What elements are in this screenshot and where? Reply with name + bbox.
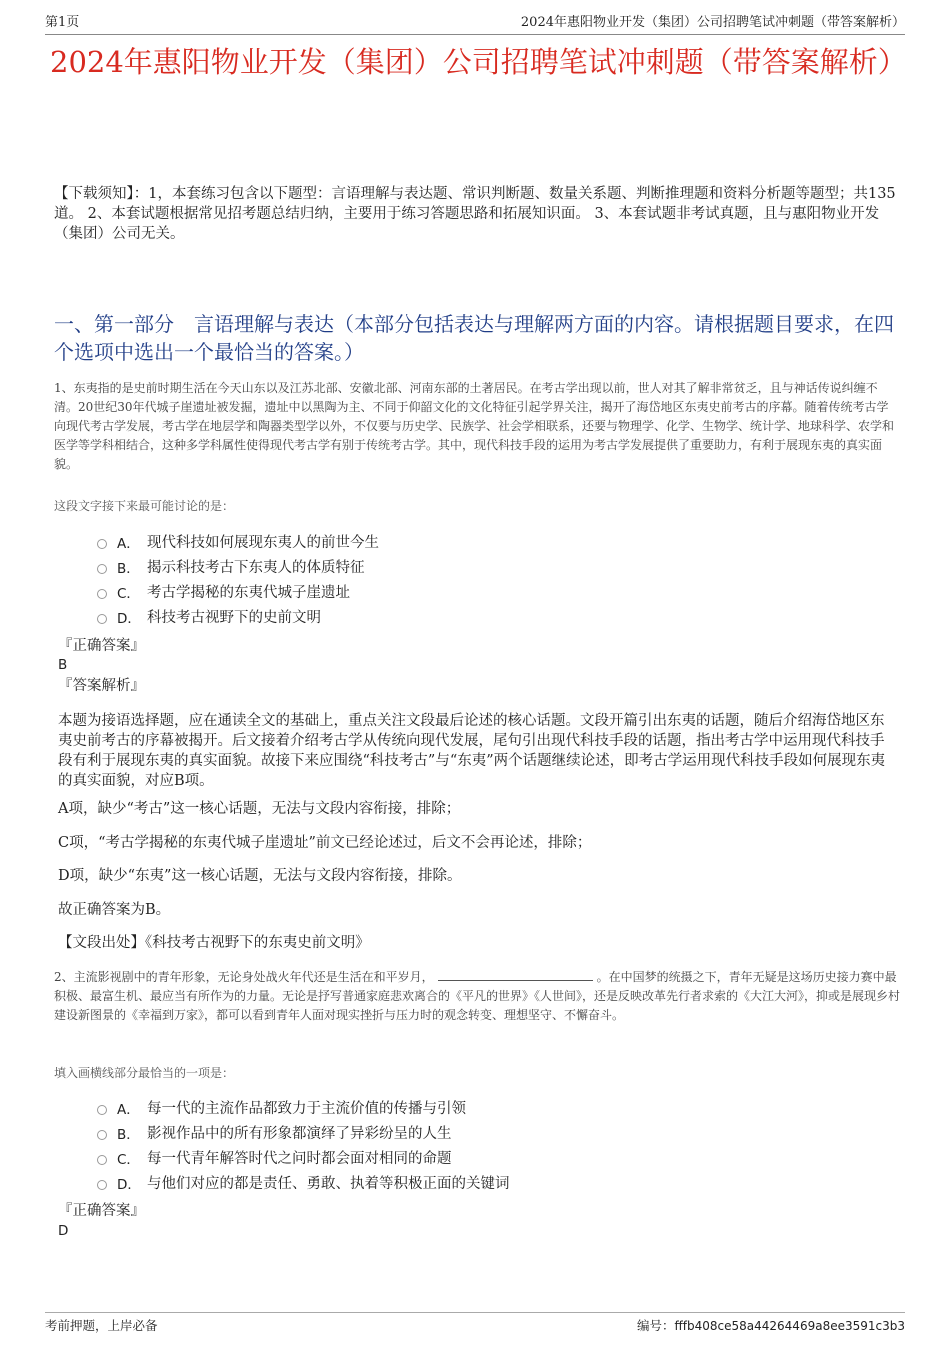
radio-icon[interactable] <box>97 1180 107 1190</box>
section-heading: 一、第一部分 言语理解与表达（本部分包括表达与理解两方面的内容。请根据题目要求，在四个选项中选出一个最恰当的答案。） <box>54 312 894 364</box>
q2-answer-label: 『正确答案』 <box>58 1203 145 1219</box>
radio-icon[interactable] <box>97 589 107 599</box>
question-1-prompt: 这段文字接下来最可能讨论的是： <box>54 499 235 513</box>
option-text: 与他们对应的都是责任、勇敢、执着等积极正面的关键词 <box>147 1176 510 1192</box>
radio-icon[interactable] <box>97 564 107 574</box>
header-doc-title: 2024年惠阳物业开发（集团）公司招聘笔试冲刺题（带答案解析） <box>520 15 905 30</box>
q1-analysis-label: 『答案解析』 <box>58 678 145 694</box>
question-2-prompt: 填入画横线部分最恰当的一项是： <box>54 1066 235 1080</box>
question-1-text: 1、东夷指的是史前时期生活在今天山东以及江苏北部、安徽北部、河南东部的土著居民。在考古学出现以前，世人对其了解非常贫乏，且与神话传说纠缠不清。20世纪30年代城子崖遗址被发掘，遗址中以黑陶为主、不同于仰韶文化的文化特征引起学界关注，揭开了海岱地区东夷史前考古的序幕。随着传统考古学向现代考古学发展，考古学在地层学和陶器类型学以外，不仅要与历史学、民族学、社会学相联系，还要与物理学、化学、生物学、统计学、地球科学、农学和医学等学科相结合，这种多学科属性使得现代考古学有别于传统考古学。其中，现代科技手段的运用为考古学发展提供了重要助力，有利于展现东夷的真实面貌。 <box>54 381 895 471</box>
q1-note-c: C项，“考古学揭秘的东夷代城子崖遗址”前文已经论述过，后文不会再论述，排除； <box>58 835 592 851</box>
q2-option-d[interactable] <box>97 1170 857 1195</box>
option-key: B． <box>117 560 140 577</box>
option-key: A． <box>117 535 140 552</box>
q2-text-after: 。在中国梦的统摄之下，青年无疑是这场历史接力赛中最积极、最富生机、最应当有所作为的力量。无论是抒写普通家庭悲欢离合的《平凡的世界》《人世间》，还是反映改革先行者求索的《大江大河》，抑或是展现乡村建设新图景的《幸福到万家》，都可以看到青年人面对现实挫折与压力时的观念转变、理想坚守、不懈奋斗。 <box>54 970 901 1022</box>
q1-option-c[interactable] <box>97 579 857 604</box>
q1-option-a[interactable] <box>97 529 857 554</box>
option-text: 现代科技如何展现东夷人的前世今生 <box>147 535 379 551</box>
radio-icon[interactable] <box>97 1105 107 1115</box>
q1-option-d[interactable] <box>97 604 857 629</box>
fill-blank <box>438 968 593 981</box>
footer-slogan: 考前押题，上岸必备 <box>45 1318 158 1333</box>
footer-code-value: fffb408ce58a44264469a8ee3591c3b3 <box>674 1319 905 1333</box>
option-key: B． <box>117 1126 140 1143</box>
option-key: A． <box>117 1101 140 1118</box>
option-key: C． <box>117 1151 140 1168</box>
q1-answer: B <box>58 657 68 673</box>
option-text: 揭示科技考古下东夷人的体质特征 <box>147 560 365 576</box>
q1-note-d: D项，缺少“东夷”这一核心话题，无法与文段内容衔接，排除。 <box>58 868 462 884</box>
q1-answer-label: 『正确答案』 <box>58 638 145 654</box>
question-2-text <box>54 968 900 1025</box>
option-text: 考古学揭秘的东夷代城子崖遗址 <box>147 585 350 601</box>
q2-answer: D <box>58 1223 69 1239</box>
radio-icon[interactable] <box>97 1130 107 1140</box>
page-footer <box>45 1312 905 1334</box>
option-text: 每一代青年解答时代之问时都会面对相同的命题 <box>147 1151 452 1167</box>
option-text: 每一代的主流作品都致力于主流价值的传播与引领 <box>147 1101 466 1117</box>
option-text: 影视作品中的所有形象都演绎了异彩纷呈的人生 <box>147 1126 452 1142</box>
option-key: D． <box>117 610 141 627</box>
q1-option-b[interactable] <box>97 554 857 579</box>
option-key: C． <box>117 585 140 602</box>
q2-option-c[interactable] <box>97 1145 857 1170</box>
q1-analysis: 本题为接语选择题，应在通读全文的基础上，重点关注文段最后论述的核心话题。文段开篇引出东夷的话题，随后介绍海岱地区东夷史前考古的序幕被揭开。后文接着介绍考古学从传统向现代发展，尾句引出现代科技手段的话题，指出考古学中运用现代科技手段有利于展现东夷的真实面貌。故接下来应围绕“科技考古”与“东夷”两个话题继续论述，即考古学运用现代科技手段如何展现东夷的真实面貌，对应B项。 <box>58 713 886 789</box>
question-2-options <box>97 1095 857 1195</box>
option-text: 科技考古视野下的史前文明 <box>147 610 321 626</box>
radio-icon[interactable] <box>97 614 107 624</box>
q2-option-a[interactable] <box>97 1095 857 1120</box>
option-key: D． <box>117 1176 141 1193</box>
q2-text-before: 2、主流影视剧中的青年形象，无论身处战火年代还是生活在和平岁月， <box>54 970 434 984</box>
footer-code <box>637 1316 905 1334</box>
q1-conclusion: 故正确答案为B。 <box>58 902 171 918</box>
q2-option-b[interactable] <box>97 1120 857 1145</box>
q1-source: 【文段出处】《科技考古视野下的东夷史前文明》 <box>58 935 370 951</box>
q1-note-a: A项，缺少“考古”这一核心话题，无法与文段内容衔接，排除； <box>58 801 461 817</box>
radio-icon[interactable] <box>97 1155 107 1165</box>
page-header <box>45 14 905 35</box>
question-1-options <box>97 529 857 629</box>
download-notice: 【下载须知】：1，本套练习包含以下题型：言语理解与表达题、常识判断题、数量关系题、判断推理题和资料分析题等题型；共135道。 2、本套试题根据常见招考题总结归纳，主要用于练习答题思路和拓展知识面。 3、本套试题非考试真题，且与惠阳物业开发（集团）公司无关。 <box>54 186 896 242</box>
footer-code-label: 编号： <box>637 1318 675 1333</box>
page-title: 2024年惠阳物业开发（集团）公司招聘笔试冲刺题（带答案解析） <box>50 45 907 79</box>
page-number: 第1页 <box>45 15 80 30</box>
radio-icon[interactable] <box>97 539 107 549</box>
